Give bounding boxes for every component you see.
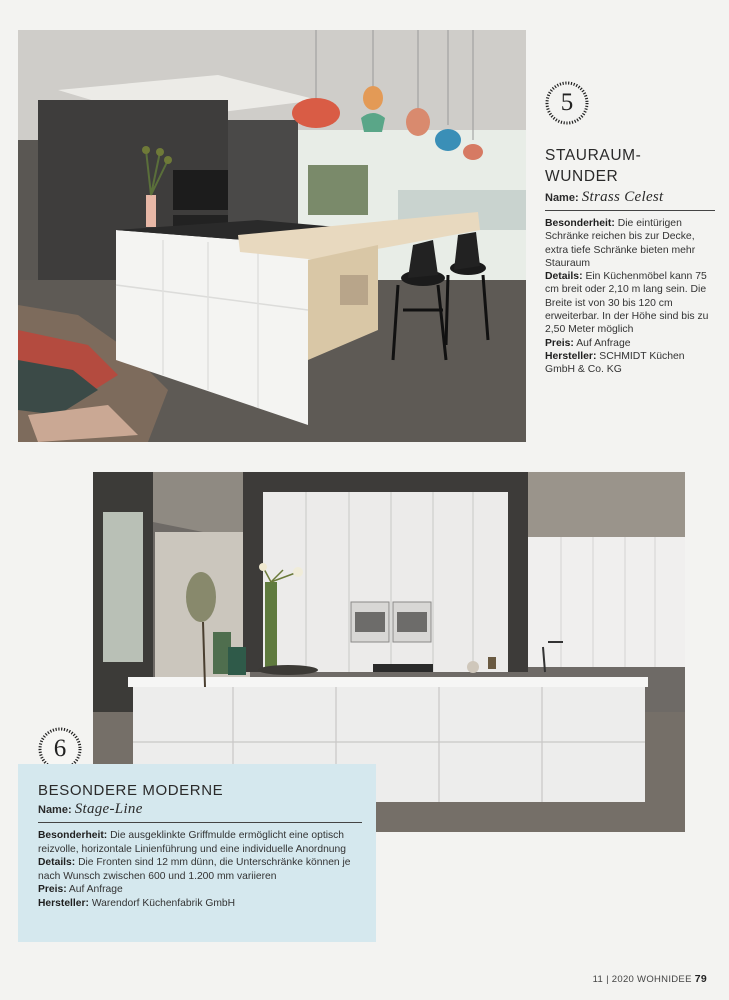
detail-text: Warendorf Küchenfabrik GmbH	[91, 897, 236, 909]
feature-6-info-box	[18, 764, 376, 942]
detail-label: Details:	[545, 271, 583, 283]
name-label: Name:	[38, 804, 72, 816]
detail-item	[545, 217, 715, 270]
issue-label: 11 | 2020 WOHNIDEE	[592, 974, 692, 985]
detail-text: Die eintürigen Schränke reichen bis zur Decke, extra tiefe Schränke bieten mehr Stauraum	[545, 218, 696, 269]
page-number: 79	[694, 973, 707, 985]
name-label: Name:	[545, 192, 579, 204]
detail-label: Besonderheit:	[38, 830, 108, 841]
detail-item	[38, 829, 362, 856]
feature-5-text-block	[545, 145, 715, 377]
product-name: Stage-Line	[74, 801, 143, 817]
detail-text: Auf Anfrage	[576, 337, 631, 349]
detail-label: Preis:	[545, 337, 574, 349]
detail-text: Ein Küchenmöbel kann 75 cm breit oder 2,10 m lang sein. Die Breite ist von 30 bis 120 cm erweiterbar. In der Höhe sind bis zu 2,50 Meter möglich	[545, 271, 709, 336]
divider	[38, 822, 362, 823]
detail-item	[545, 270, 715, 336]
detail-text: SCHMIDT Küchen GmbH & Co. KG	[545, 350, 685, 376]
detail-text: Die ausgeklinkte Griffmulde ermöglicht eine optisch reizvolle, horizontale Linienführung und eine individuelle Anordnung	[38, 830, 346, 855]
feature-number-badge-5	[544, 80, 590, 126]
detail-label: Preis:	[38, 884, 67, 896]
feature-number: 5	[560, 89, 574, 116]
detail-item	[38, 856, 362, 883]
details-list	[545, 217, 715, 377]
detail-label: Hersteller:	[38, 897, 89, 909]
detail-item	[38, 883, 362, 897]
detail-text: Auf Anfrage	[68, 884, 123, 896]
product-name-row	[38, 801, 362, 818]
product-name-row	[545, 189, 715, 206]
detail-label: Besonderheit:	[545, 218, 615, 229]
kitchen-photo-strass-celest	[18, 30, 526, 442]
details-list	[38, 829, 362, 911]
product-name: Strass Celest	[581, 189, 664, 205]
detail-label: Hersteller:	[545, 350, 597, 362]
detail-item	[545, 337, 715, 350]
feature-title: STAURAUM- WUNDER	[545, 147, 642, 185]
feature-number: 6	[53, 735, 67, 762]
feature-title: BESONDERE MODERNE	[38, 782, 224, 799]
detail-label: Details:	[38, 857, 76, 869]
page-footer	[593, 973, 707, 985]
detail-item	[545, 350, 715, 377]
detail-item	[38, 897, 362, 911]
divider	[545, 210, 715, 211]
detail-text: Die Fronten sind 12 mm dünn, die Unterschränke können je nach Wunsch zwischen 600 und 1.200 mm variieren	[38, 857, 351, 882]
